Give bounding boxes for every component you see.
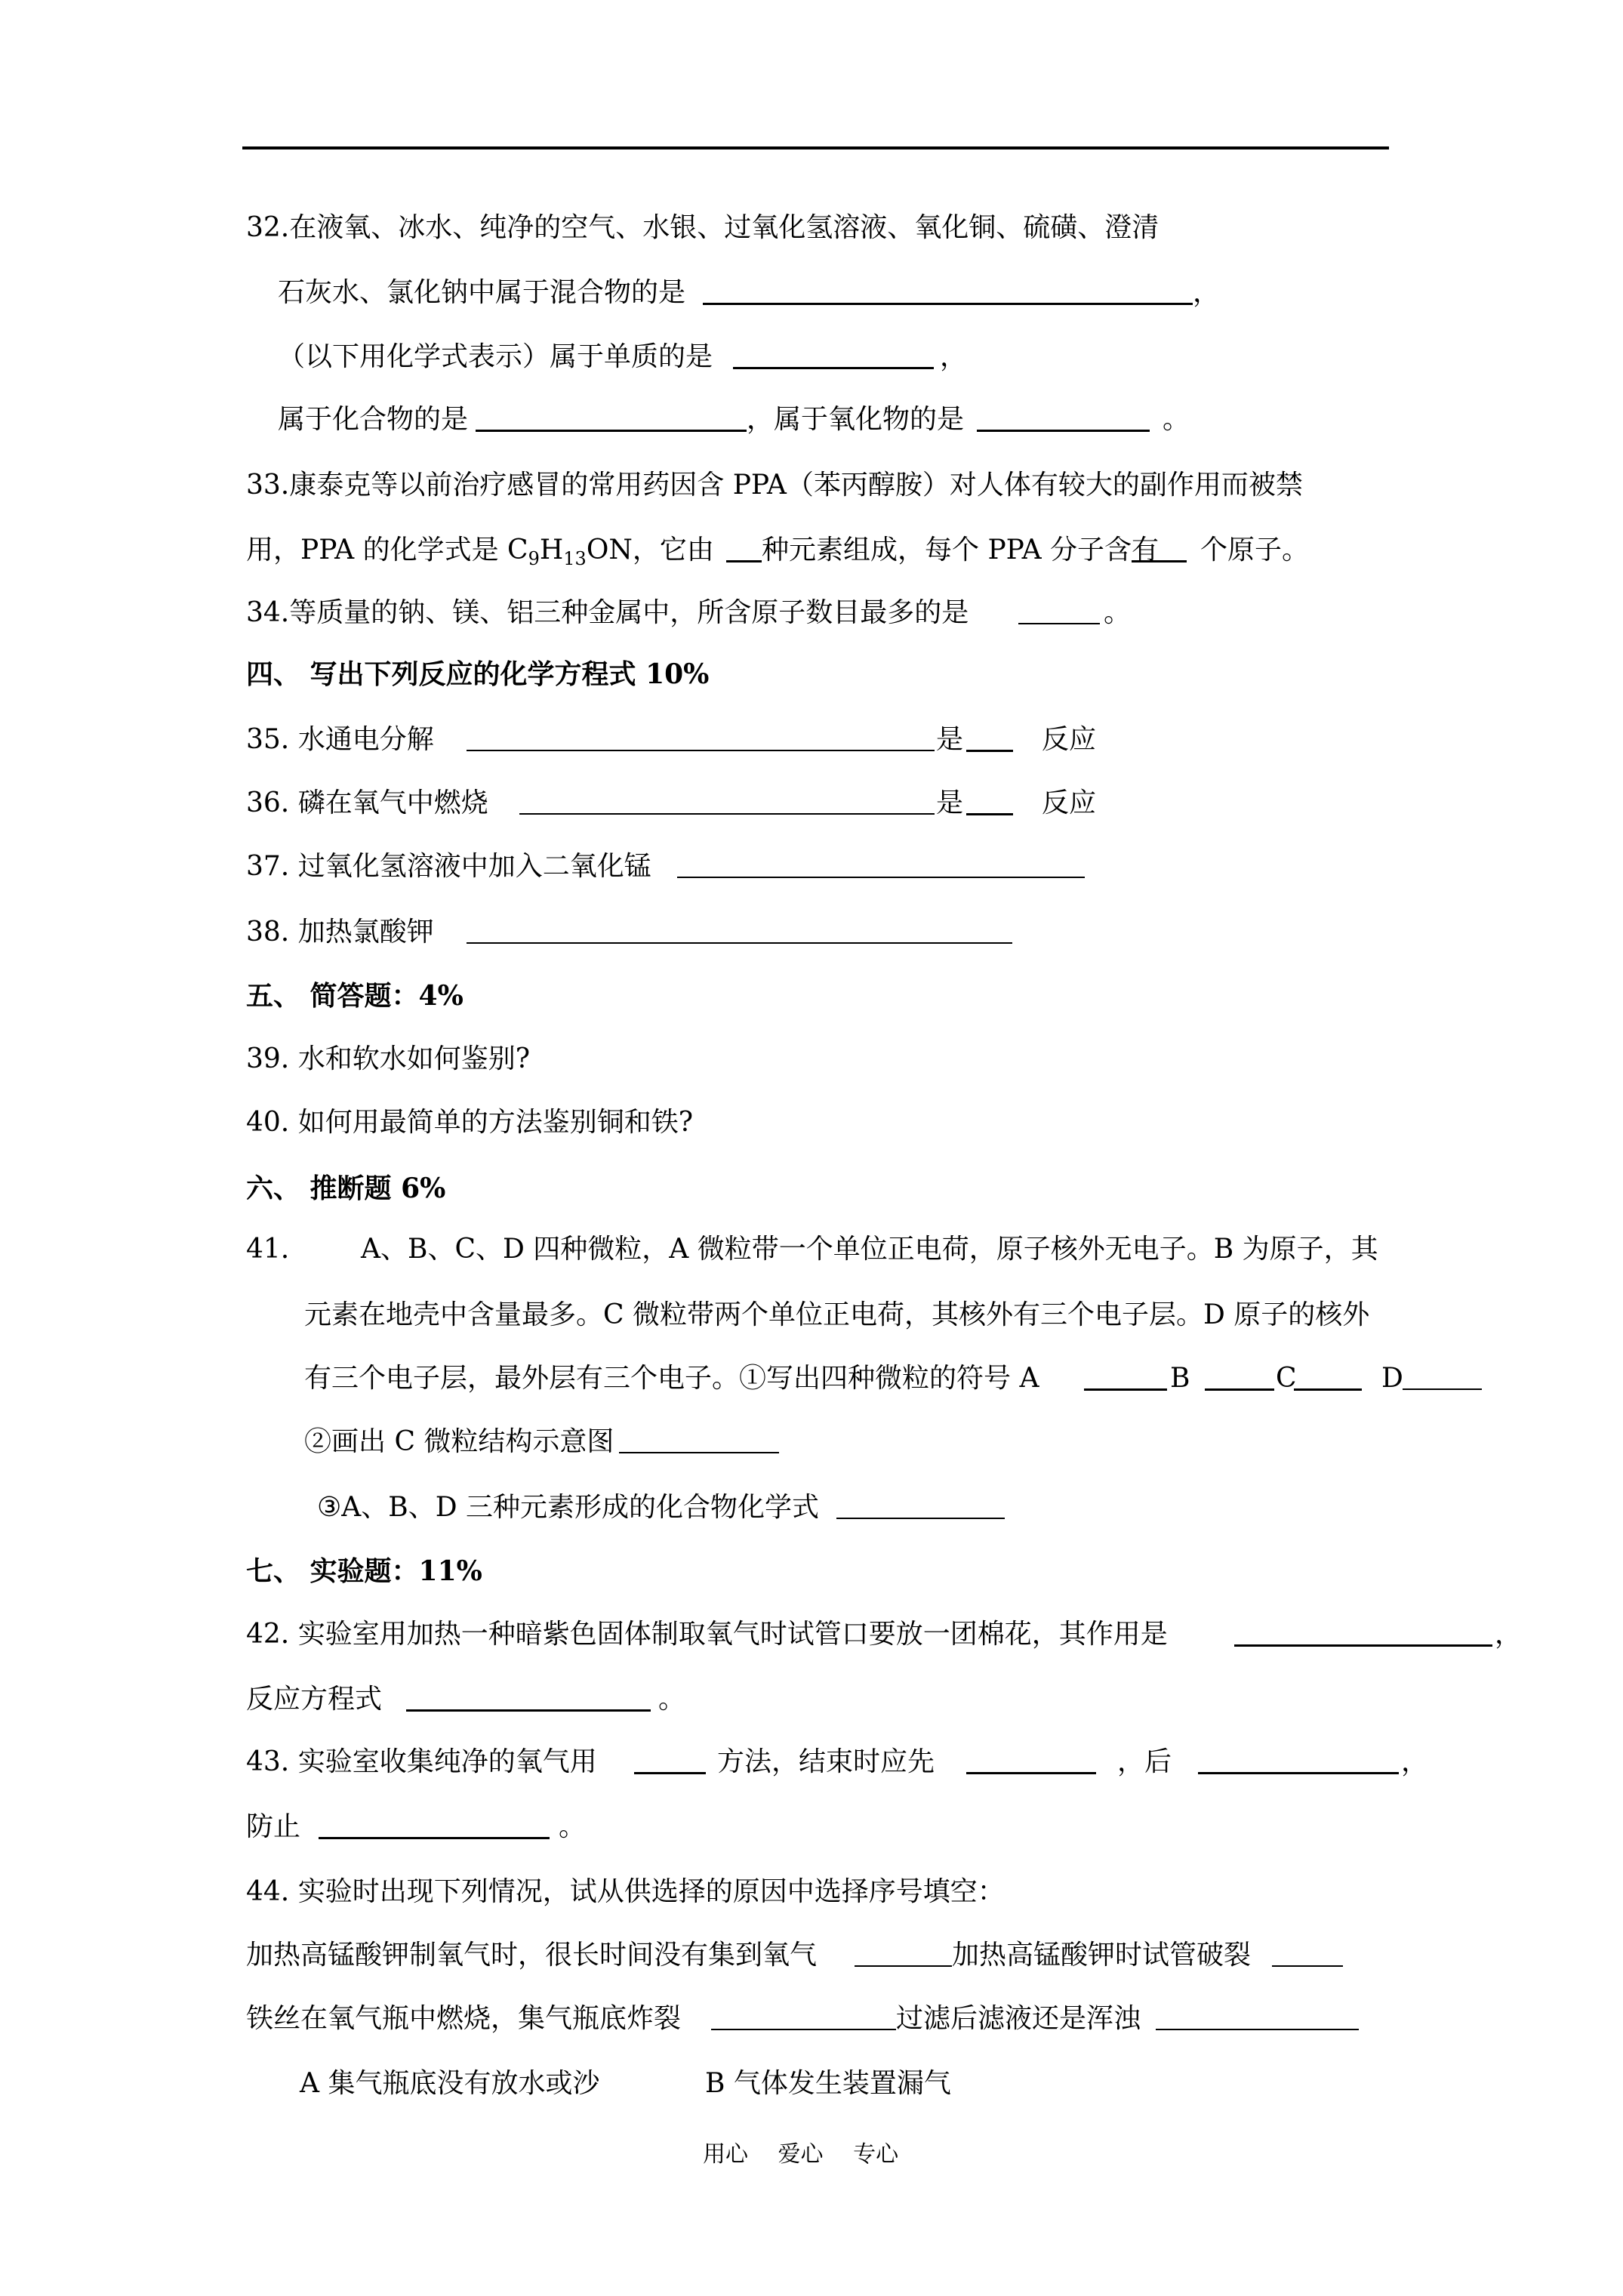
section-5-title: 五、 简答题：4% (246, 980, 463, 1012)
q32-line1: 32.在液氧、冰水、纯净的空气、水银、过氧化氢溶液、氧化铜、硫磺、澄清 (246, 212, 1160, 243)
q41-compound-formula-blank[interactable] (836, 1518, 1005, 1519)
q42-line1-suffix: ， (1495, 1619, 1523, 1650)
header-rule (242, 146, 1389, 149)
q33-sub-13: 13 (563, 548, 587, 569)
q33-element-count-blank[interactable] (726, 560, 762, 562)
q44-case4-blank[interactable] (1156, 2029, 1359, 2030)
q41-number: 41. (246, 1234, 290, 1265)
q39-text: 39. 水和软水如何鉴别? (246, 1043, 530, 1074)
section-6-title: 六、 推断题 6% (246, 1173, 446, 1204)
q32-element-blank[interactable] (733, 367, 934, 369)
q33-formula-prefix: 用，PPA 的化学式是 C (246, 535, 528, 566)
q44-case1-blank[interactable] (855, 1965, 952, 1967)
q38-prefix: 38. 加热氯酸钾 (246, 917, 434, 948)
q35-suffix: 反应 (1042, 724, 1097, 755)
q33-sub-9: 9 (528, 548, 540, 569)
section-7-title: 七、 实验题：11% (246, 1555, 482, 1587)
q33-formula-suffix: ON，它由 (586, 535, 714, 566)
q36-reaction-type-blank[interactable] (966, 813, 1013, 815)
q43-line2-prefix: 防止 (246, 1811, 301, 1842)
q44-option-b: B 气体发生装置漏气 (705, 2068, 951, 2099)
q37-prefix: 37. 过氧化氢溶液中加入二氧化锰 (246, 851, 651, 882)
q33-line1: 33.康泰克等以前治疗感冒的常用药因含 PPA（苯丙醇胺）对人体有较大的副作用而被禁 (246, 470, 1303, 501)
q33-line2-end: 个原子。 (1200, 535, 1310, 566)
page-footer: 用心 爱心 专心 (703, 2141, 899, 2168)
q41-line1: A、B、C、D 四种微粒，A 微粒带一个单位正电荷，原子核外无电子。B 为原子，其 (361, 1234, 1378, 1265)
q37-equation-blank[interactable] (677, 877, 1085, 878)
q36-suffix: 反应 (1042, 787, 1097, 818)
q32-line3-prefix: （以下用化学式表示）属于单质的是 (278, 341, 713, 372)
q43-method-blank[interactable] (634, 1772, 706, 1774)
q35-prefix: 35. 水通电分解 (246, 724, 434, 755)
q44-option-a: A 集气瓶底没有放水或沙 (300, 2068, 600, 2099)
q35-reaction-type-blank[interactable] (966, 750, 1013, 752)
q35-mid: 是 (936, 724, 964, 755)
q41-structure-diagram-blank[interactable] (619, 1452, 779, 1453)
q33-line2-mid: 种元素组成，每个 PPA 分子含有 (762, 535, 1160, 566)
q43-line1-mid1: 方法，结束时应先 (717, 1746, 935, 1777)
q36-equation-blank[interactable] (519, 813, 935, 815)
q43-line2-suffix: 。 (559, 1811, 587, 1842)
section-4-title: 四、 写出下列反应的化学方程式 10% (246, 658, 710, 690)
q33-line2-formula (246, 535, 714, 569)
q42-line2-prefix: 反应方程式 (246, 1684, 383, 1715)
q41-symbol-a-blank[interactable] (1084, 1388, 1167, 1391)
q42-line2-suffix: 。 (658, 1684, 686, 1715)
q42-line1-prefix: 42. 实验室用加热一种暗紫色固体制取氧气时试管口要放一团棉花，其作用是 (246, 1619, 1168, 1650)
q34-text: 34.等质量的钠、镁、铝三种金属中，所含原子数目最多的是 (246, 597, 969, 628)
q41-line3-prefix: 有三个电子层，最外层有三个电子。①写出四种微粒的符号 A (304, 1363, 1039, 1394)
q32-line4-end: 。 (1163, 404, 1190, 435)
q43-line1-mid2: ，后 (1117, 1746, 1172, 1777)
q41-symbol-d-blank[interactable] (1403, 1388, 1482, 1390)
q41-label-d: D (1381, 1363, 1403, 1394)
q42-purpose-blank[interactable] (1234, 1644, 1492, 1647)
q44-case4-text: 过滤后滤液还是浑浊 (896, 2003, 1141, 2034)
q41-line2: 元素在地壳中含量最多。C 微粒带两个单位正电荷，其核外有三个电子层。D 原子的核外 (304, 1299, 1370, 1330)
q41-label-c: C (1276, 1363, 1297, 1394)
q42-equation-blank[interactable] (406, 1709, 651, 1712)
q44-case2-blank[interactable] (1272, 1965, 1343, 1967)
q44-case3-blank[interactable] (711, 2029, 896, 2030)
q38-equation-blank[interactable] (467, 942, 1012, 944)
q44-case1-text: 加热高锰酸钾制氧气时，很长时间没有集到氧气 (246, 1940, 818, 1971)
q32-line2-prefix: 石灰水、氯化钠中属于混合物的是 (278, 277, 686, 308)
q32-line4-compound-label: 属于化合物的是 (278, 404, 469, 435)
q44-line1: 44. 实验时出现下列情况，试从供选择的原因中选择序号填空： (246, 1876, 1005, 1907)
q41-line5-prefix: ③A、B、D 三种元素形成的化合物化学式 (317, 1492, 820, 1523)
q40-text: 40. 如何用最简单的方法鉴别铜和铁? (246, 1107, 693, 1138)
q32-compound-blank[interactable] (476, 430, 747, 432)
q34-suffix: 。 (1104, 597, 1132, 628)
q41-symbol-c-blank[interactable] (1294, 1388, 1362, 1391)
q44-case3-text: 铁丝在氧气瓶中燃烧，集气瓶底炸裂 (246, 2003, 682, 2034)
q44-case2-text: 加热高锰酸钾时试管破裂 (952, 1940, 1252, 1971)
q33-atom-count-blank[interactable] (1132, 560, 1187, 562)
q34-blank[interactable] (1018, 623, 1100, 624)
q43-second-step-blank[interactable] (1198, 1772, 1399, 1774)
q43-line1-suffix: ， (1401, 1746, 1429, 1777)
q41-symbol-b-blank[interactable] (1205, 1388, 1274, 1391)
q41-line4-prefix: ②画出 C 微粒结构示意图 (304, 1426, 614, 1457)
q41-label-b: B (1170, 1363, 1190, 1394)
q36-mid: 是 (936, 787, 964, 818)
q32-line3-suffix: ， (940, 341, 968, 372)
q33-formula-h: H (539, 535, 564, 566)
q32-mixture-blank[interactable] (703, 303, 1193, 305)
q32-oxide-blank[interactable] (977, 430, 1150, 432)
q43-line1-prefix: 43. 实验室收集纯净的氧气用 (246, 1746, 597, 1777)
q35-equation-blank[interactable] (467, 750, 935, 751)
q43-prevent-blank[interactable] (319, 1837, 550, 1839)
q32-line2-suffix: ， (1193, 277, 1221, 308)
q43-first-step-blank[interactable] (966, 1772, 1096, 1774)
q36-prefix: 36. 磷在氧气中燃烧 (246, 787, 488, 818)
q32-line4-oxide-label: ，属于氧化物的是 (747, 404, 965, 435)
